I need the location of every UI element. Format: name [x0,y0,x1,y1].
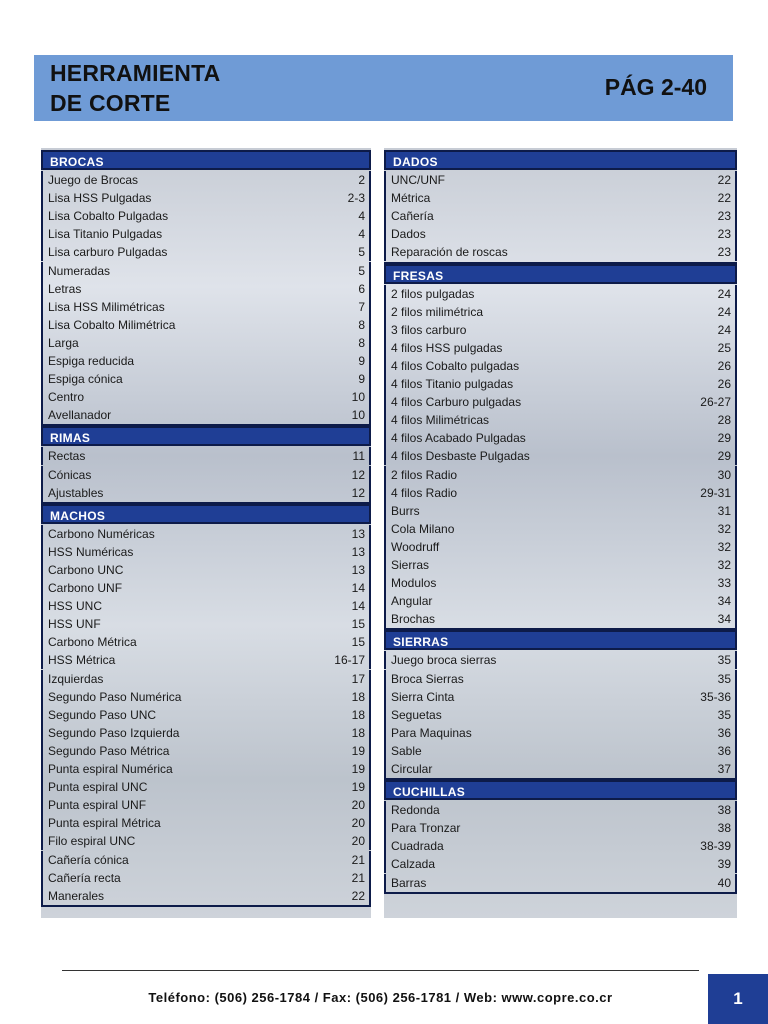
index-entry [41,688,371,706]
entry-name: UNC/UNF [391,173,445,187]
entry-page: 15 [351,617,365,632]
entry-page: 19 [351,743,365,758]
entry-page: 38 [717,821,731,836]
entry-page: 29 [717,431,731,446]
index-entry [384,874,737,892]
entry-page: 22 [717,173,731,187]
entry-name: 4 filos Carburo pulgadas [391,395,522,410]
entry-page: 4 [358,209,365,224]
entry-name: Redonda [391,803,440,818]
index-entry [41,225,371,243]
index-entry [384,429,737,447]
section-header-brocas: BROCAS [41,150,371,170]
entry-page: 24 [717,304,731,319]
entry-page: 36 [717,725,731,740]
entry-page: 24 [717,286,731,301]
index-entry [41,406,371,424]
index-entry [41,543,371,561]
entry-page: 9 [358,354,365,368]
index-entry [384,502,737,520]
index-entry [384,760,737,778]
entry-page: 13 [351,562,365,577]
index-entry [384,724,737,742]
index-entry [41,615,371,633]
entry-name: Espiga cónica [48,372,123,387]
section-header-machos: MACHOS [41,504,371,524]
entry-name: Larga [48,335,79,350]
page-header [34,55,733,121]
entry-name: Segundo Paso Numérica [48,689,182,704]
index-entry [41,887,371,905]
entry-page: 11 [352,449,365,464]
entry-name: Cola Milano [391,521,455,536]
entry-page: 37 [717,762,731,776]
entry-page: 13 [351,544,365,559]
entry-page: 36 [717,743,731,758]
entry-name: Brochas [391,612,436,627]
entry-page: 21 [351,870,365,885]
entry-name: 4 filos HSS pulgadas [391,340,503,355]
entry-name: Punta espiral UNC [48,780,148,795]
entry-page: 26 [717,377,731,391]
entry-name: Carbono Métrica [48,635,137,650]
entry-name: Rectas [48,449,86,464]
entry-name: Lisa HSS Pulgadas [48,191,152,206]
entry-name: 4 filos Desbaste Pulgadas [391,449,530,464]
title-line-1: HERRAMIENTA [50,60,221,86]
index-entry [41,466,371,484]
entry-page: 23 [717,245,731,260]
page-range: PÁG 2-40 [604,74,707,100]
page-title [50,58,220,118]
entry-name: Juego de Brocas [48,173,139,187]
entry-name: Lisa carburo Pulgadas [48,245,168,260]
entry-name: Cañería [391,209,434,224]
entry-page: 18 [351,689,365,704]
entry-name: Lisa HSS Milimétricas [48,299,165,314]
index-entry [41,189,371,207]
entry-name: Segundo Paso Izquierda [48,725,180,740]
entry-page: 40 [717,875,731,890]
entry-page: 14 [351,599,365,614]
entry-page: 13 [351,526,365,541]
entry-page: 29 [717,449,731,464]
index-entry [384,189,737,207]
index-entry [41,280,371,298]
entry-page: 9 [358,372,365,387]
entry-name: Espiga reducida [48,354,135,368]
entry-name: Sierras [391,558,430,572]
entry-page: 21 [351,852,365,867]
index-entry [384,651,737,669]
index-entry [384,484,737,502]
entry-page: 2 [358,173,365,187]
entry-name: 4 filos Milimétricas [391,413,490,428]
entry-name: 4 filos Radio [391,485,458,500]
entry-page: 32 [717,539,731,554]
entry-name: HSS UNC [48,599,103,614]
entry-page: 26 [717,358,731,373]
entry-page: 38-39 [700,839,731,854]
index-entry [384,375,737,393]
entry-page: 18 [351,725,365,740]
entry-name: Manerales [48,888,105,903]
index-entry [41,243,371,261]
index-entry [41,370,371,388]
entry-page: 19 [351,780,365,795]
index-entry [384,801,737,819]
index-entry [41,760,371,778]
entry-page: 35 [717,653,731,668]
entry-page: 5 [358,245,365,260]
index-entry [384,837,737,855]
entry-name: Ajustables [48,485,104,500]
entry-page: 26-27 [700,395,731,410]
footer-contact: Teléfono: (506) 256-1784 / Fax: (506) 256-1781 / Web: www.copre.co.cr [148,990,613,1005]
section-header-fresas: FRESAS [384,264,737,284]
index-entry [41,706,371,724]
entry-name: 4 filos Cobalto pulgadas [391,358,520,373]
entry-name: 4 filos Acabado Pulgadas [391,431,526,446]
index-entry [384,466,737,484]
entry-name: Carbono UNC [48,562,124,577]
index-entry [384,207,737,225]
index-entry [41,832,371,850]
index-entry [384,447,737,465]
entry-name: Calzada [391,857,436,872]
index-entry [41,778,371,796]
entry-page: 22 [717,191,731,206]
index-entry [384,538,737,556]
entry-page: 20 [351,816,365,831]
index-entry [41,597,371,615]
entry-name: Sable [391,743,422,758]
page-number: 1 [708,974,768,1024]
entry-page: 38 [717,803,731,818]
entry-name: Cañería cónica [48,852,129,867]
entry-page: 39 [717,857,731,872]
index-entry [41,869,371,887]
entry-name: Punta espiral Métrica [48,816,161,831]
entry-page: 32 [717,521,731,536]
index-entry [384,339,737,357]
entry-page: 33 [717,576,731,591]
index-entry [41,814,371,832]
index-entry [41,316,371,334]
index-entry [384,243,737,261]
entry-page: 35 [717,671,731,686]
entry-page: 30 [717,467,731,482]
index-entry [384,357,737,375]
entry-name: Lisa Titanio Pulgadas [48,227,163,242]
entry-page: 4 [358,227,365,242]
index-entry [41,388,371,406]
index-entry [384,574,737,592]
index-entry [41,633,371,651]
index-entry [384,411,737,429]
entry-page: 6 [358,281,365,296]
index-entry [41,525,371,543]
index-entry [41,207,371,225]
entry-page: 20 [351,798,365,813]
entry-page: 8 [358,335,365,350]
entry-name: HSS UNF [48,617,101,632]
entry-name: Dados [391,227,426,242]
entry-page: 17 [351,671,365,686]
entry-page: 23 [717,227,731,242]
entry-name: 2 filos milimétrica [391,304,484,319]
entry-name: Modulos [391,576,437,591]
entry-name: Punta espiral Numérica [48,762,173,776]
index-entry [41,561,371,579]
entry-name: Juego broca sierras [391,653,497,668]
entry-page: 10 [351,408,365,423]
index-entry [41,851,371,869]
entry-name: Woodruff [391,539,440,554]
index-entry [384,556,737,574]
index-entry [41,670,371,688]
entry-name: Avellanador [48,408,112,423]
index-entry [41,724,371,742]
index-entry [384,610,737,628]
index-entry [41,651,371,669]
entry-name: 2 filos pulgadas [391,286,475,301]
index-entry [41,334,371,352]
entry-page: 8 [358,317,365,332]
entry-name: Cañería recta [48,870,121,885]
entry-page: 18 [351,707,365,722]
index-entry [384,688,737,706]
index-entry [384,855,737,873]
entry-name: Circular [391,762,433,776]
entry-name: HSS Métrica [48,653,116,668]
entry-page: 2-3 [347,191,365,206]
entry-page: 35 [717,707,731,722]
index-entry [41,796,371,814]
entry-name: Punta espiral UNF [48,798,147,813]
entry-name: Filo espiral UNC [48,834,136,849]
entry-page: 28 [717,413,731,428]
section-header-sierras: SIERRAS [384,630,737,650]
entry-page: 24 [717,322,731,337]
entry-page: 22 [351,888,365,903]
entry-page: 20 [351,834,365,849]
entry-page: 7 [358,299,365,314]
entry-page: 16-17 [334,653,365,668]
entry-name: Izquierdas [48,671,104,686]
index-entry [41,447,371,465]
entry-name: Numeradas [48,263,111,278]
entry-name: Cónicas [48,467,92,482]
entry-name: Centro [48,390,85,405]
index-entry [384,171,737,189]
index-entry [41,171,371,189]
entry-page: 34 [717,612,731,627]
entry-name: Barras [391,875,427,890]
entry-name: Broca Sierras [391,671,464,686]
entry-name: Cuadrada [391,839,444,854]
index-entry [384,225,737,243]
index-entry [384,520,737,538]
entry-page: 32 [717,558,731,572]
entry-page: 14 [351,581,365,595]
entry-name: Lisa Cobalto Milimétrica [48,317,176,332]
entry-name: Seguetas [391,707,442,722]
section-header-rimas: RIMAS [41,426,371,446]
entry-page: 5 [358,263,365,278]
entry-name: Segundo Paso UNC [48,707,157,722]
index-entry [384,393,737,411]
entry-page: 10 [351,390,365,405]
entry-name: Para Tronzar [391,821,461,836]
entry-name: Angular [391,594,433,609]
index-entry [384,592,737,610]
entry-page: 19 [351,762,365,776]
entry-name: Para Maquinas [391,725,472,740]
index-entry [384,321,737,339]
entry-page: 12 [351,467,365,482]
index-entry [41,579,371,597]
section-border [41,905,371,907]
entry-page: 15 [351,635,365,650]
title-line-2: DE CORTE [50,90,171,116]
index-entry [41,484,371,502]
entry-name: Lisa Cobalto Pulgadas [48,209,169,224]
entry-name: Métrica [391,191,431,206]
entry-name: Letras [48,281,82,296]
index-entry [384,819,737,837]
entry-name: Segundo Paso Métrica [48,743,170,758]
entry-page: 35-36 [700,689,731,704]
entry-name: 2 filos Radio [391,467,458,482]
entry-page: 12 [351,485,365,500]
entry-page: 29-31 [700,485,731,500]
entry-name: HSS Numéricas [48,544,134,559]
footer-divider [62,970,699,971]
entry-name: Reparación de roscas [391,245,508,260]
entry-name: 3 filos carburo [391,322,467,337]
section-header-cuchillas: CUCHILLAS [384,780,737,800]
entry-name: Burrs [391,503,420,518]
section-border [384,892,737,894]
index-entry [384,285,737,303]
entry-page: 31 [717,503,731,518]
index-entry [41,298,371,316]
entry-name: Carbono UNF [48,581,123,595]
entry-name: Sierra Cinta [391,689,455,704]
entry-name: 4 filos Titanio pulgadas [391,377,514,391]
index-entry [384,742,737,760]
index-entry [384,303,737,321]
entry-page: 23 [717,209,731,224]
index-entry [41,742,371,760]
entry-name: Carbono Numéricas [48,526,155,541]
section-header-dados: DADOS [384,150,737,170]
index-entry [384,670,737,688]
index-entry [41,352,371,370]
index-entry [41,262,371,280]
entry-page: 25 [717,340,731,355]
index-entry [384,706,737,724]
entry-page: 34 [717,594,731,609]
